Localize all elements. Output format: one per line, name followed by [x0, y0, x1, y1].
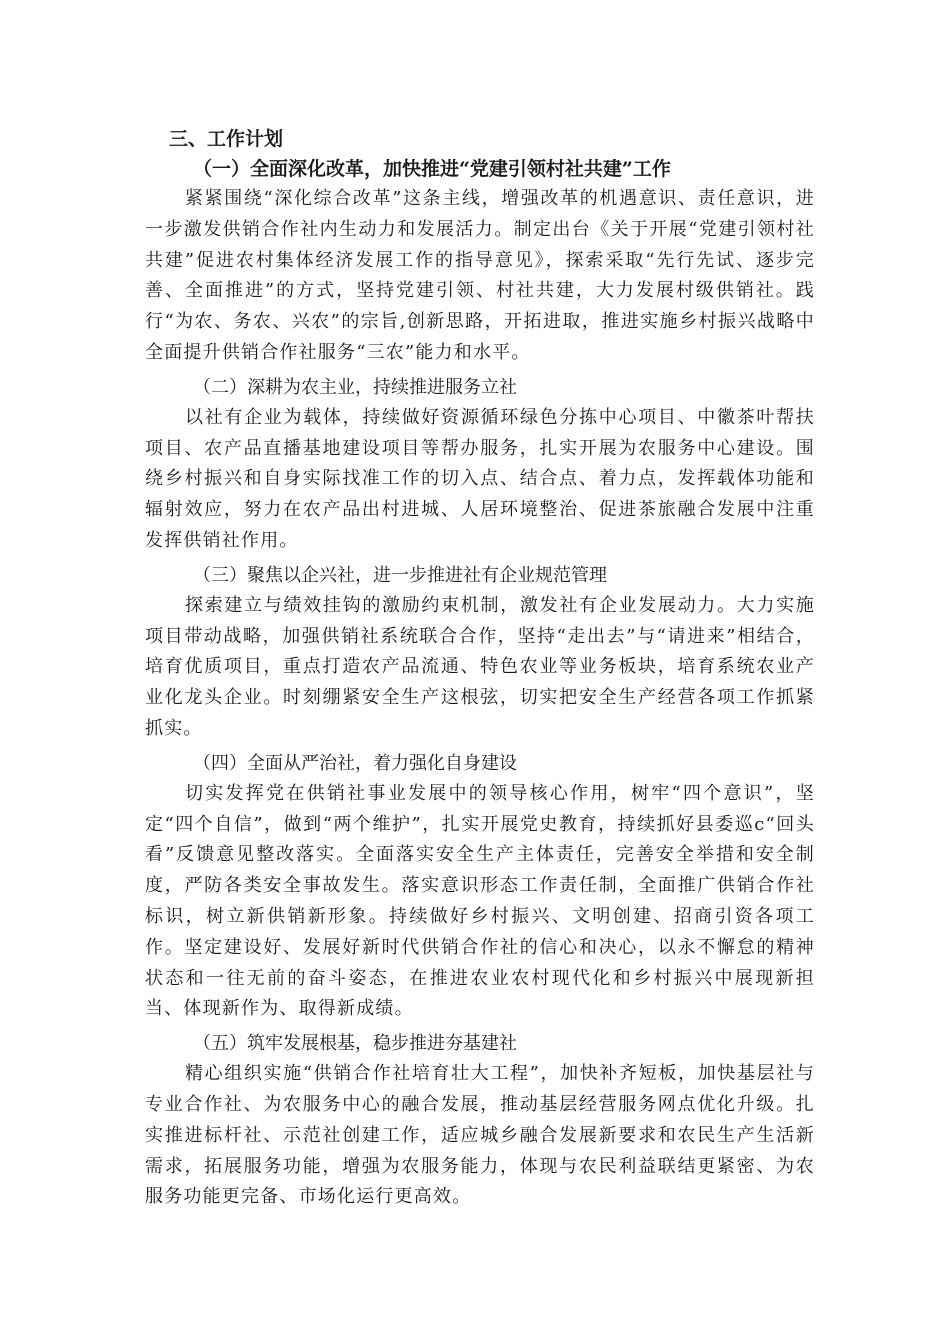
item-4-heading: （四）全面从严治社，着力强化自身建设	[193, 752, 517, 774]
item-2-body: 以社有企业为载体，持续做好资源循环绿色分拣中心项目、中徽茶叶帮扶项目、农产品直播基地建设项目等帮办服务，扎实开展为农服务中心建设。围绕乡村振兴和自身实际找准工作的切入点、结合点、着力点，发挥载体功能和辐射效应，努力在农产品出村进城、人居环境整治、促进茶旅融合发展中注重发挥供销社作用。	[145, 406, 815, 551]
item-1-body: 紧紧围绕“深化综合改革”这条主线，增强改革的机遇意识、责任意识，进一步激发供销合作社内生动力和发展活力。制定出台《关于开展“党建引领村社共建”促进农村集体经济发展工作的指导意见》，探索采取“先行先试、逐步完善、全面推进”的方式，坚持党建引领、村社共建，大力发展村级供销社。践行“为农、务农、兴农”的宗旨,创新思路，开拓进取，推进实施乡村振兴战略中全面提升供销合作社服务“三农”能力和水平。	[145, 188, 815, 363]
item-3-body: 探索建立与绩效挂钩的激励约束机制，激发社有企业发展动力。大力实施项目带动战略，加强供销社系统联合合作，坚持“走出去”与“请进来”相结合，培育优质项目，重点打造农产品流通、特色农业等业务板块，培育系统农业产业化龙头企业。时刻绷紧安全生产这根弦，切实把安全生产经营各项工作抓紧抓实。	[145, 594, 815, 739]
item-3-heading: （三）聚焦以企兴社，进一步推进社有企业规范管理	[193, 564, 607, 586]
item-4-body: 切实发挥党在供销社事业发展中的领导核心作用，树牢“四个意识”，坚定“四个自信”，做到“两个维护”，扎实开展党史教育，持续抓好县委巡c“回头看”反馈意见整改落实。全面落实安全生产主体责任，完善安全举措和安全制度，严防各类安全事故发生。落实意识形态工作责任制，全面推广供销合作社标识，树立新供销新形象。持续做好乡村振兴、文明创建、招商引资各项工作。坚定建设好、发展好新时代供销合作社的信心和决心，以永不懈怠的精神状态和一往无前的奋斗姿态，在推进农业农村现代化和乡村振兴中展现新担当、体现新作为、取得新成绩。	[145, 782, 815, 1020]
document-page	[145, 124, 815, 1213]
item-5-body: 精心组织实施“供销合作社培育壮大工程”，加快补齐短板，加快基层社与专业合作社、为农服务中心的融合发展，推动基层经营服务网点优化升级。扎实推进标杆社、示范社创建工作，适应城乡融合发展新要求和农民生产生活新需求，拓展服务功能，增强为农服务能力，体现与农民利益联结更紧密、为农服务功能更完备、市场化运行更高效。	[145, 1063, 815, 1208]
item-5-heading: （五）筑牢发展根基，稳步推进夯基建社	[193, 1033, 517, 1055]
item-1-heading: （一）全面深化改革，加快推进“党建引领村社共建”工作	[193, 158, 671, 180]
section-title: 三、工作计划	[169, 128, 284, 150]
item-2-heading: （二）深耕为农主业，持续推进服务立社	[193, 376, 517, 398]
